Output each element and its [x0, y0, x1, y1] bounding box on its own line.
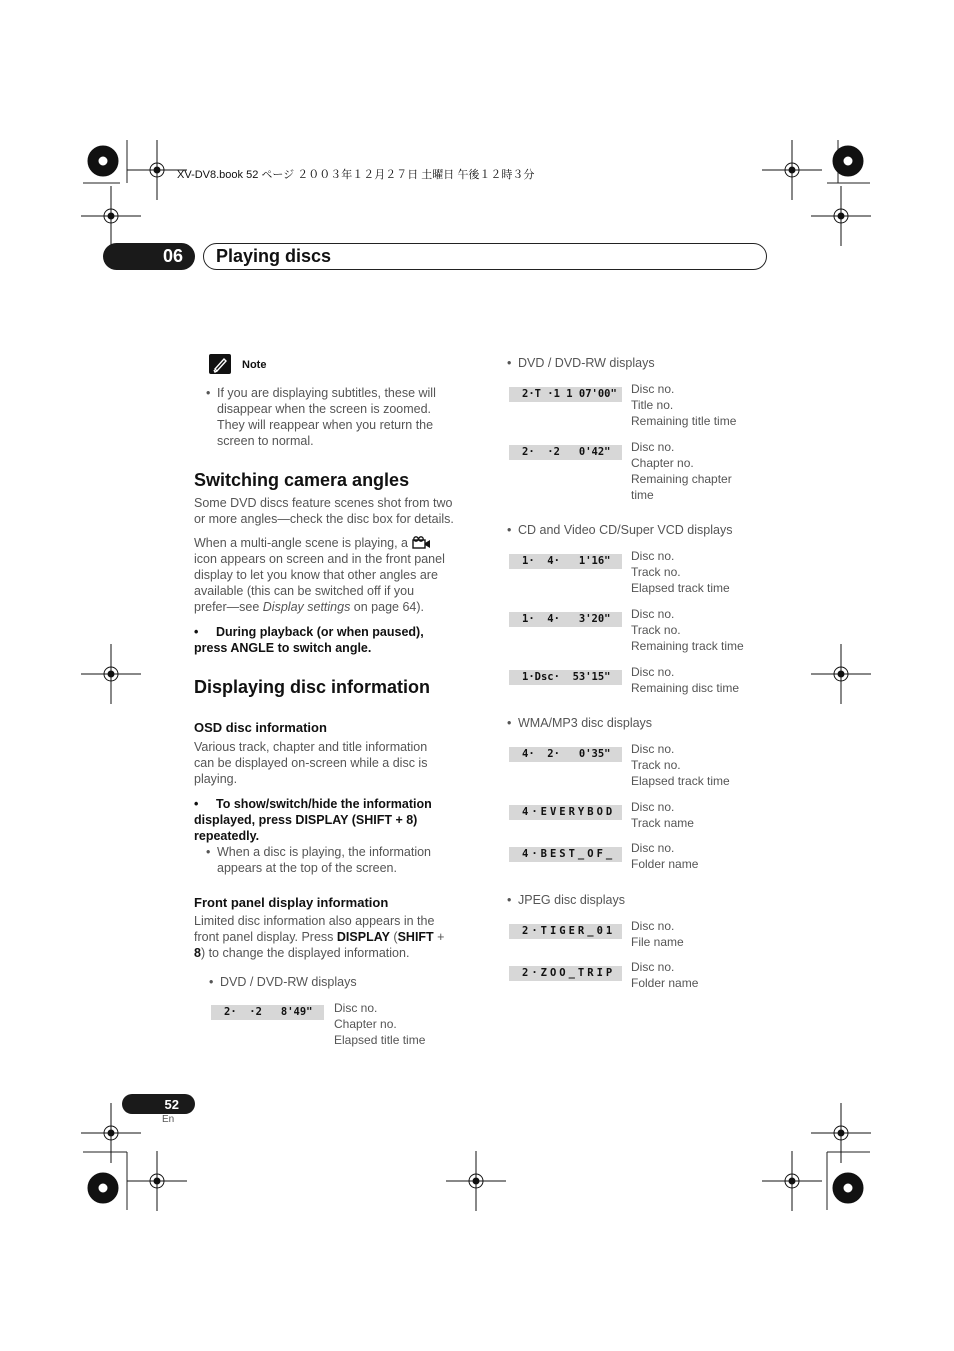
lcd-readout: 4·EVERYBOD	[509, 805, 622, 820]
text-line: Elapsed track time	[631, 774, 730, 788]
crosshair-mark	[811, 1103, 871, 1163]
text-line: Disc no.	[631, 919, 675, 933]
page-language: En	[162, 1114, 175, 1125]
bullet-dot-icon: •	[206, 386, 211, 400]
text-line: Disc no.	[631, 607, 675, 621]
crosshair-mark	[811, 644, 871, 704]
text-line: Disc no.	[631, 742, 675, 756]
osd-para	[194, 739, 479, 787]
text-line: When a disc is playing, the information	[217, 845, 431, 859]
osd-step	[194, 796, 479, 844]
lcd-readout: 4· 2· 0'35"	[509, 747, 622, 762]
starburst-mark-br	[833, 1173, 863, 1203]
lcd-description	[631, 840, 698, 872]
front-panel-para	[194, 913, 479, 961]
text-span: ) to change the displayed information.	[200, 946, 410, 960]
lcd-description	[631, 548, 730, 596]
switching-para1	[194, 495, 479, 527]
lcd-description	[631, 606, 744, 654]
bullet-dot-icon: •	[194, 797, 199, 811]
key-8-ref: 8	[194, 946, 201, 960]
note-line: If you are displaying subtitles, these will	[217, 386, 436, 400]
shift-button-ref: SHIFT	[397, 930, 434, 944]
bullet-dot-icon: •	[194, 625, 199, 639]
crosshair-mark	[811, 186, 871, 246]
text-line: Disc no.	[631, 440, 675, 454]
displaying-heading: Displaying disc information	[194, 677, 431, 697]
bullet-dot-icon: •	[209, 975, 214, 989]
lcd-description	[631, 959, 698, 991]
chapter-title-text: Playing discs	[216, 246, 332, 266]
dvd-displays-heading	[507, 355, 655, 371]
lcd-readout: 1· 4· 3'20"	[509, 612, 622, 627]
text-line: repeatedly.	[194, 829, 260, 843]
text-line: available (this can be switched off if you	[194, 584, 415, 598]
chapter-title	[203, 243, 767, 270]
text-span: (	[389, 930, 398, 944]
note-label: Note	[242, 359, 267, 371]
text-line: Track no.	[631, 623, 681, 637]
switching-heading: Switching camera angles	[194, 470, 410, 490]
text-line: File name	[631, 935, 684, 949]
text-line: can be displayed on-screen while a disc is	[194, 756, 428, 770]
crosshair-mark	[127, 1151, 187, 1211]
text-line: press ANGLE to switch angle.	[194, 641, 372, 655]
text-line: Disc no.	[631, 549, 675, 563]
print-header: XV-DV8.book 52 ページ ２００３年１２月２７日 土曜日 午後１２時３分	[177, 169, 535, 181]
crosshair-mark	[81, 644, 141, 704]
angle-camera-icon	[412, 536, 432, 550]
osd-sub-bullet	[206, 844, 477, 876]
note-line: They will reappear when you return the	[217, 418, 434, 432]
text-line: Track no.	[631, 565, 681, 579]
text-line: Disc no.	[631, 382, 675, 396]
text-line: displayed, press DISPLAY (SHIFT + 8)	[194, 813, 418, 827]
bullet-dot-icon: •	[507, 523, 512, 537]
note-line: disappear when the screen is zoomed.	[217, 402, 432, 416]
note-bullet	[206, 385, 477, 449]
lcd-readout: 2· ·2 0'42"	[509, 445, 622, 460]
text-line: Track no.	[631, 758, 681, 772]
text-line: time	[631, 488, 654, 502]
text-line: Folder name	[631, 857, 699, 871]
jpeg-displays-heading	[507, 892, 625, 908]
page-number-badge: 52	[122, 1094, 195, 1114]
note-line: screen to normal.	[217, 434, 314, 448]
lcd-readout: 2·ZOO_TRIP	[509, 966, 622, 981]
lcd-readout: 2· ·2 8'49"	[211, 1005, 324, 1020]
text-span: DVD / DVD-RW displays	[518, 356, 655, 370]
text-span: on page 64).	[350, 600, 424, 614]
text-span: DVD / DVD-RW displays	[220, 975, 357, 989]
crosshair-mark	[762, 1151, 822, 1211]
display-settings-ref: Display settings	[262, 600, 351, 614]
text-line: Disc no.	[631, 800, 675, 814]
lcd-readout: 1· 4· 1'16"	[509, 554, 622, 569]
text-span: +	[433, 930, 445, 944]
text-line: Title no.	[631, 398, 674, 412]
bullet-dot-icon: •	[507, 356, 512, 370]
wma-displays-heading	[507, 715, 653, 731]
front-panel-heading: Front panel display information	[194, 895, 389, 910]
text-line: Disc no.	[631, 841, 675, 855]
text-line: Chapter no.	[334, 1017, 397, 1031]
starburst-mark-bl	[88, 1173, 118, 1203]
text-line: Remaining track time	[631, 639, 744, 653]
starburst-mark-tr	[833, 146, 863, 176]
text-line: Disc no.	[334, 1001, 378, 1015]
text-span: During playback (or when paused),	[216, 625, 424, 639]
lcd-readout: 2·TIGER_01	[509, 924, 622, 939]
bullet-dot-icon: •	[507, 893, 512, 907]
text-span: prefer—see	[194, 600, 263, 614]
cd-displays-heading	[507, 522, 733, 538]
switching-step	[194, 624, 479, 656]
lcd-readout: 1·Dsc· 53'15"	[509, 670, 622, 685]
text-line: icon appears on screen and in the front panel	[194, 552, 445, 566]
bullet-dot-icon: •	[206, 845, 211, 859]
text-line: Some DVD discs feature scenes shot from two	[194, 496, 453, 510]
text-line: Elapsed track time	[631, 581, 730, 595]
lcd-description	[631, 381, 736, 429]
lcd-description	[631, 799, 694, 831]
text-line: Elapsed title time	[334, 1033, 426, 1047]
lcd-description	[631, 439, 732, 503]
text-line: appears at the top of the screen.	[217, 861, 397, 875]
crosshair-mark	[762, 140, 822, 200]
text-line: Track name	[631, 816, 694, 830]
lcd-description	[631, 741, 730, 789]
bullet-dot-icon: •	[507, 716, 512, 730]
starburst-mark-tl	[88, 146, 118, 176]
display-button-ref: DISPLAY	[336, 930, 390, 944]
text-line: display to let you know that other angles are	[194, 568, 438, 582]
text-span: front panel display. Press	[194, 930, 337, 944]
text-line: playing.	[194, 772, 238, 786]
text-span: WMA/MP3 disc displays	[518, 716, 653, 730]
text-line: When a multi-angle scene is playing, a	[194, 536, 409, 550]
text-line: Limited disc information also appears in the	[194, 914, 435, 928]
switching-para2	[194, 535, 479, 615]
lcd-description	[631, 918, 684, 950]
crosshair-mark	[81, 186, 141, 246]
lcd-readout: 4·BEST_OF_	[509, 847, 622, 862]
text-line: Disc no.	[631, 665, 675, 679]
left-display-heading	[209, 974, 357, 990]
lcd-description	[334, 1000, 425, 1048]
text-line: Disc no.	[631, 960, 675, 974]
text-line: or more angles—check the disc box for details.	[194, 512, 454, 526]
lcd-description	[631, 664, 739, 696]
text-line: Various track, chapter and title information	[194, 740, 428, 754]
text-line: Folder name	[631, 976, 699, 990]
crosshair-mark	[446, 1151, 506, 1211]
chapter-number-badge: 06	[103, 243, 195, 270]
osd-heading: OSD disc information	[194, 720, 327, 735]
text-line: Chapter no.	[631, 456, 694, 470]
text-line: Remaining title time	[631, 414, 737, 428]
text-span: JPEG disc displays	[518, 893, 625, 907]
note-pencil-icon	[209, 354, 231, 374]
text-span: To show/switch/hide the information	[216, 797, 432, 811]
text-span: CD and Video CD/Super VCD displays	[518, 523, 733, 537]
lcd-readout: 2·T ·1 1 07'00"	[509, 387, 622, 402]
text-line: Remaining chapter	[631, 472, 732, 486]
text-line: Remaining disc time	[631, 681, 740, 695]
